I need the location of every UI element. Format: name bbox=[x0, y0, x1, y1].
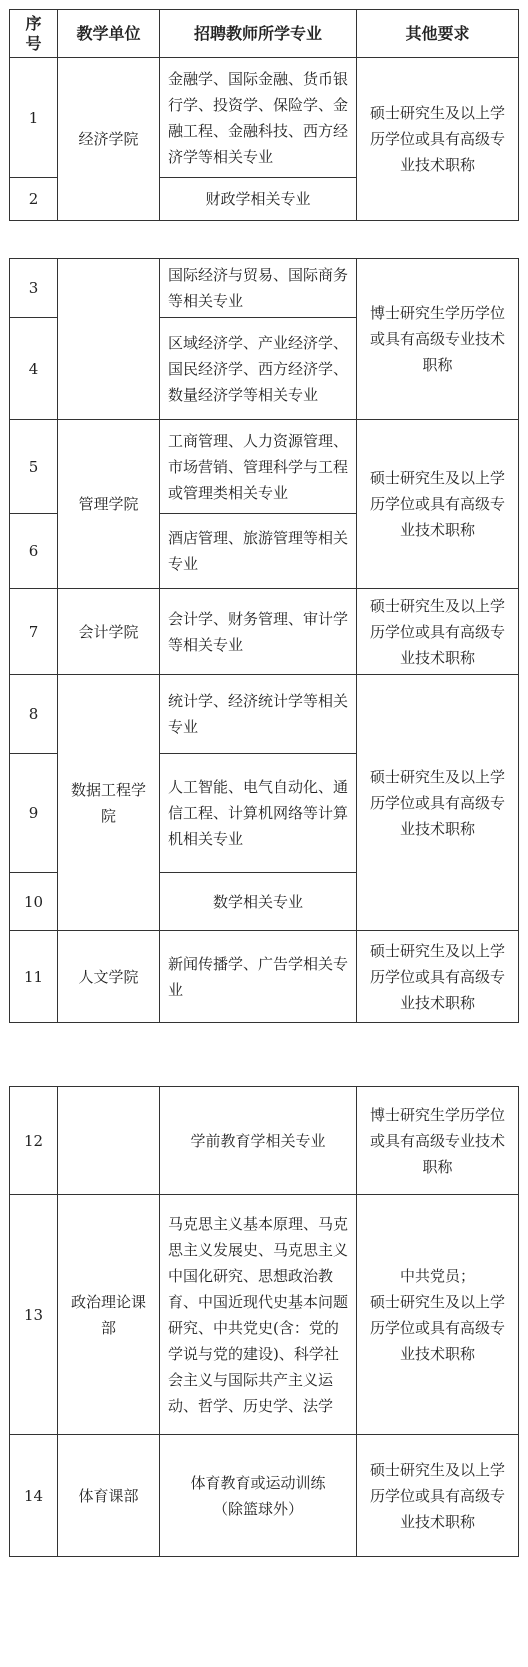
major-line: 体育教育或运动训练 bbox=[190, 1473, 326, 1492]
table-row bbox=[10, 259, 519, 318]
requirement-degree: 硕士研究生及以上学历学位或具有高级专业技术职称 bbox=[369, 1292, 505, 1363]
major-cell: 马克思主义基本原理、马克思主义发展史、马克思主义中国化研究、思想政治教育、中国近现代史基本问题研究、中共党史(含：党的学说与党的建设)、科学社会主义与国际共产主义运动、哲学、历史学、法学 bbox=[160, 1195, 357, 1435]
row-number: 4 bbox=[10, 318, 58, 420]
header-major: 招聘教师所学专业 bbox=[160, 10, 357, 58]
teaching-unit: 人文学院 bbox=[58, 931, 160, 1023]
teaching-unit bbox=[58, 259, 160, 420]
major-note: （除篮球外） bbox=[212, 1499, 303, 1518]
table-row bbox=[10, 1087, 519, 1195]
table-header-row bbox=[10, 10, 519, 58]
major-cell: 酒店管理、旅游管理等相关专业 bbox=[160, 514, 357, 589]
major-cell: 会计学、财务管理、审计学等相关专业 bbox=[160, 589, 357, 675]
table-row bbox=[10, 675, 519, 754]
row-number: 6 bbox=[10, 514, 58, 589]
row-number: 1 bbox=[10, 58, 58, 178]
major-cell: 新闻传播学、广告学相关专业 bbox=[160, 931, 357, 1023]
table-row bbox=[10, 931, 519, 1023]
requirement-cell: 博士研究生学历学位或具有高级专业技术职称 bbox=[357, 1087, 519, 1195]
row-number: 12 bbox=[10, 1087, 58, 1195]
header-requirement: 其他要求 bbox=[357, 10, 519, 58]
major-cell: 区域经济学、产业经济学、国民经济学、西方经济学、数量经济学等相关专业 bbox=[160, 318, 357, 420]
recruitment-table-part-1 bbox=[9, 9, 519, 221]
table-row bbox=[10, 58, 519, 178]
row-number: 11 bbox=[10, 931, 58, 1023]
header-unit: 教学单位 bbox=[58, 10, 160, 58]
requirement-party-member: 中共党员； bbox=[399, 1266, 475, 1285]
row-number: 13 bbox=[10, 1195, 58, 1435]
requirement-cell: 硕士研究生及以上学历学位或具有高级专业技术职称 bbox=[357, 1435, 519, 1557]
teaching-unit: 管理学院 bbox=[58, 420, 160, 589]
major-cell: 工商管理、人力资源管理、市场营销、管理科学与工程或管理类相关专业 bbox=[160, 420, 357, 514]
teaching-unit: 政治理论课部 bbox=[58, 1195, 160, 1435]
major-cell bbox=[160, 1435, 357, 1557]
row-number: 10 bbox=[10, 873, 58, 931]
row-number: 2 bbox=[10, 178, 58, 221]
teaching-unit: 数据工程学院 bbox=[58, 675, 160, 931]
row-number: 3 bbox=[10, 259, 58, 318]
major-cell: 金融学、国际金融、货币银行学、投资学、保险学、金融工程、金融科技、西方经济学等相关专业 bbox=[160, 58, 357, 178]
major-cell: 学前教育学相关专业 bbox=[160, 1087, 357, 1195]
requirement-cell: 博士研究生学历学位或具有高级专业技术职称 bbox=[357, 259, 519, 420]
table-row bbox=[10, 589, 519, 675]
header-seq: 序 号 bbox=[10, 10, 58, 58]
recruitment-table-part-3 bbox=[9, 1086, 519, 1557]
requirement-cell: 硕士研究生及以上学历学位或具有高级专业技术职称 bbox=[357, 931, 519, 1023]
row-number: 7 bbox=[10, 589, 58, 675]
table-row bbox=[10, 1195, 519, 1435]
row-number: 8 bbox=[10, 675, 58, 754]
table-row bbox=[10, 1435, 519, 1557]
teaching-unit: 体育课部 bbox=[58, 1435, 160, 1557]
major-cell: 统计学、经济统计学等相关专业 bbox=[160, 675, 357, 754]
table-row bbox=[10, 420, 519, 514]
requirement-cell: 硕士研究生及以上学历学位或具有高级专业技术职称 bbox=[357, 420, 519, 589]
recruitment-table-part-2 bbox=[9, 258, 519, 1023]
requirement-cell: 硕士研究生及以上学历学位或具有高级专业技术职称 bbox=[357, 589, 519, 675]
requirement-cell: 硕士研究生及以上学历学位或具有高级专业技术职称 bbox=[357, 58, 519, 221]
row-number: 14 bbox=[10, 1435, 58, 1557]
teaching-unit bbox=[58, 1087, 160, 1195]
requirement-cell bbox=[357, 1195, 519, 1435]
teaching-unit: 经济学院 bbox=[58, 58, 160, 221]
major-cell: 国际经济与贸易、国际商务等相关专业 bbox=[160, 259, 357, 318]
row-number: 9 bbox=[10, 754, 58, 873]
major-cell: 财政学相关专业 bbox=[160, 178, 357, 221]
row-number: 5 bbox=[10, 420, 58, 514]
requirement-cell: 硕士研究生及以上学历学位或具有高级专业技术职称 bbox=[357, 675, 519, 931]
teaching-unit: 会计学院 bbox=[58, 589, 160, 675]
major-cell: 数学相关专业 bbox=[160, 873, 357, 931]
major-cell: 人工智能、电气自动化、通信工程、计算机网络等计算机相关专业 bbox=[160, 754, 357, 873]
